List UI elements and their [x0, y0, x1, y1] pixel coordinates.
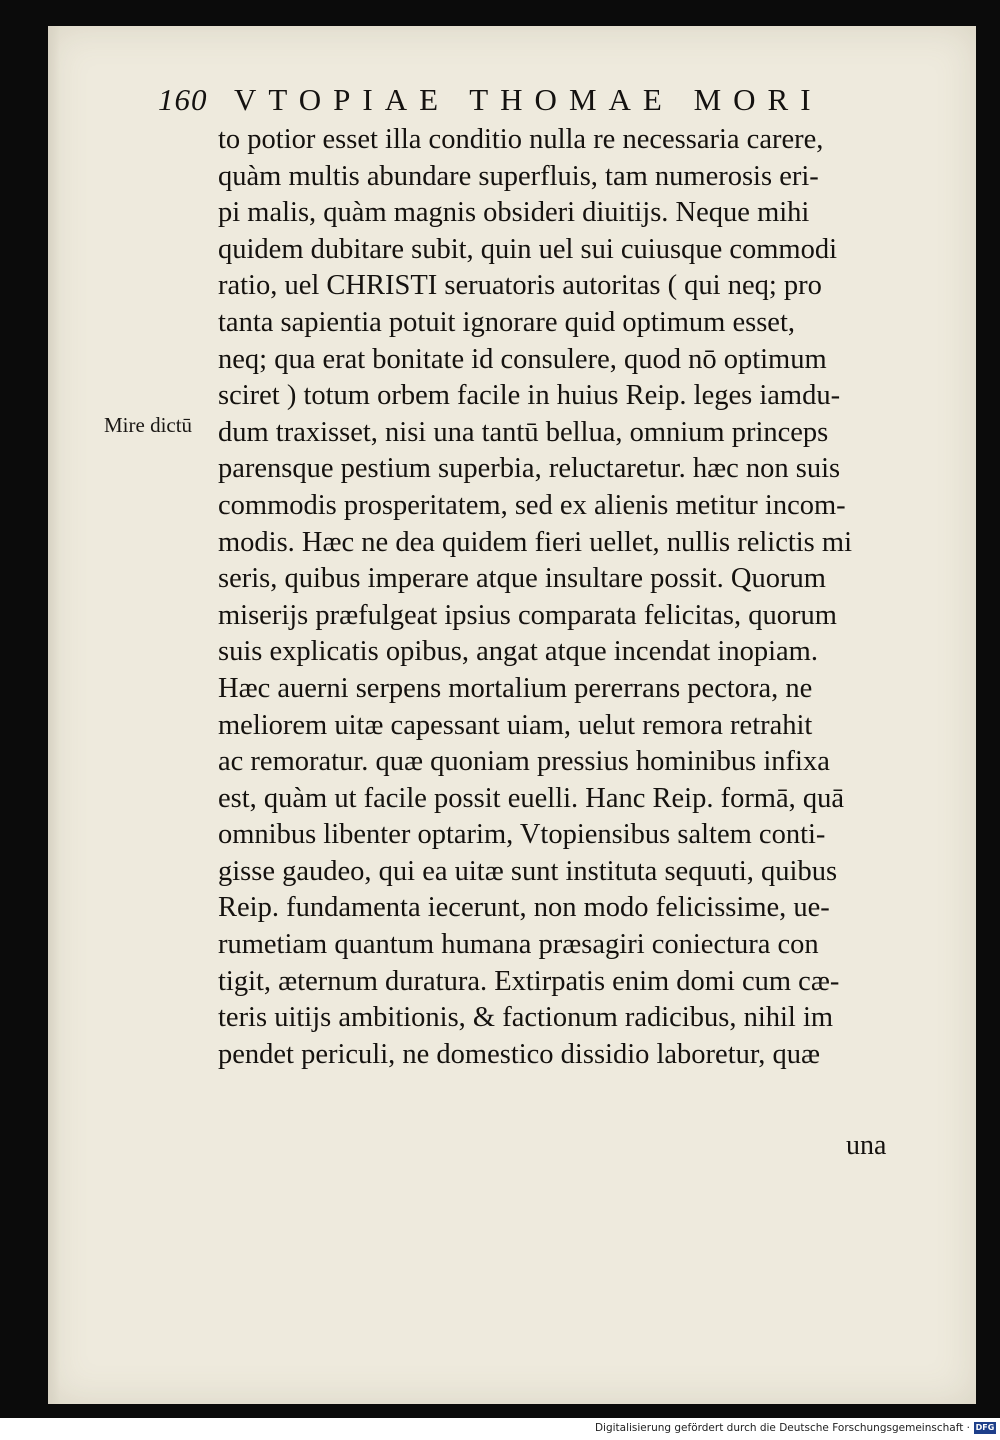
text-line: Hæc auerni serpens mortalium pererrans pectora, ne [218, 672, 813, 704]
footer-bar [0, 1418, 1000, 1440]
text-line: quidem dubitare subit, quin uel sui cuiusque commodi [218, 233, 837, 265]
text-line: quàm multis abundare superfluis, tam numerosis eri- [218, 160, 819, 192]
text-line: dum traxisset, nisi una tantū bellua, omnium princeps [218, 416, 829, 448]
text-line: parensque pestium superbia, reluctaretur. hæc non suis [218, 453, 841, 485]
text-line: gisse gaudeo, qui ea uitæ sunt instituta sequuti, quibus [218, 855, 838, 887]
text-line: suis explicatis opibus, angat atque incendat inopiam. [218, 636, 818, 668]
text-line: tigit, æternum duratura. Extirpatis enim domi cum cæ- [218, 965, 840, 997]
text-line: modis. Hæc ne dea quidem fieri uellet, nullis relictis mi [218, 526, 852, 558]
text-line: to potior esset illa conditio nulla re necessaria carere, [218, 124, 824, 155]
text-line: rumetiam quantum humana præsagiri coniectura con [218, 929, 819, 961]
catchword: una [846, 1130, 887, 1161]
text-line: commodis prosperitatem, sed ex alienis metitur incom- [218, 489, 846, 521]
page-gutter-shadow [48, 26, 60, 1404]
text-line: pendet periculi, ne domestico dissidio laboretur, quæ [218, 1038, 820, 1070]
text-line: meliorem uitæ capessant uiam, uelut remora retrahit [218, 709, 813, 741]
text-line: ratio, uel CHRISTI seruatoris autoritas ( qui neq; pro [218, 270, 822, 302]
text-line: seris, quibus imperare atque insultare possit. Quorum [218, 563, 826, 595]
text-line: omnibus libenter optarim, Vtopiensibus saltem conti- [218, 819, 826, 851]
text-line: miserijs præfulgeat ipsius comparata felicitas, quorum [218, 599, 837, 631]
body-text [218, 122, 908, 1073]
running-header [158, 82, 908, 122]
text-line: sciret ) totum orbem facile in huius Reip. leges iamdu- [218, 380, 841, 412]
text-line: est, quàm ut facile possit euelli. Hanc Reip. formā, quā [218, 782, 845, 814]
text-line: neq; qua erat bonitate id consulere, quod nō optimum [218, 343, 827, 375]
running-title: VTOPIAE THOMAE MORI [234, 82, 823, 117]
text-line: teris uitijs ambitionis, & factionum radicibus, nihil im [218, 1002, 834, 1034]
funding-notice: Digitalisierung gefördert durch die Deutsche Forschungsgemeinschaft · [594, 1422, 970, 1434]
text-line: pi malis, quàm magnis obsideri diuitijs. Neque mihi [218, 197, 810, 229]
page-number: 160 [158, 82, 208, 117]
text-line: Reip. fundamenta iecerunt, non modo felicissime, ue- [218, 892, 830, 924]
text-line: ac remoratur. quæ quoniam pressius hominibus infixa [218, 746, 830, 778]
text-line: tanta sapientia potuit ignorare quid optimum esset, [218, 306, 795, 338]
dfg-logo-icon: DFG [975, 1423, 995, 1432]
margin-note: Mire dictū [104, 413, 193, 437]
